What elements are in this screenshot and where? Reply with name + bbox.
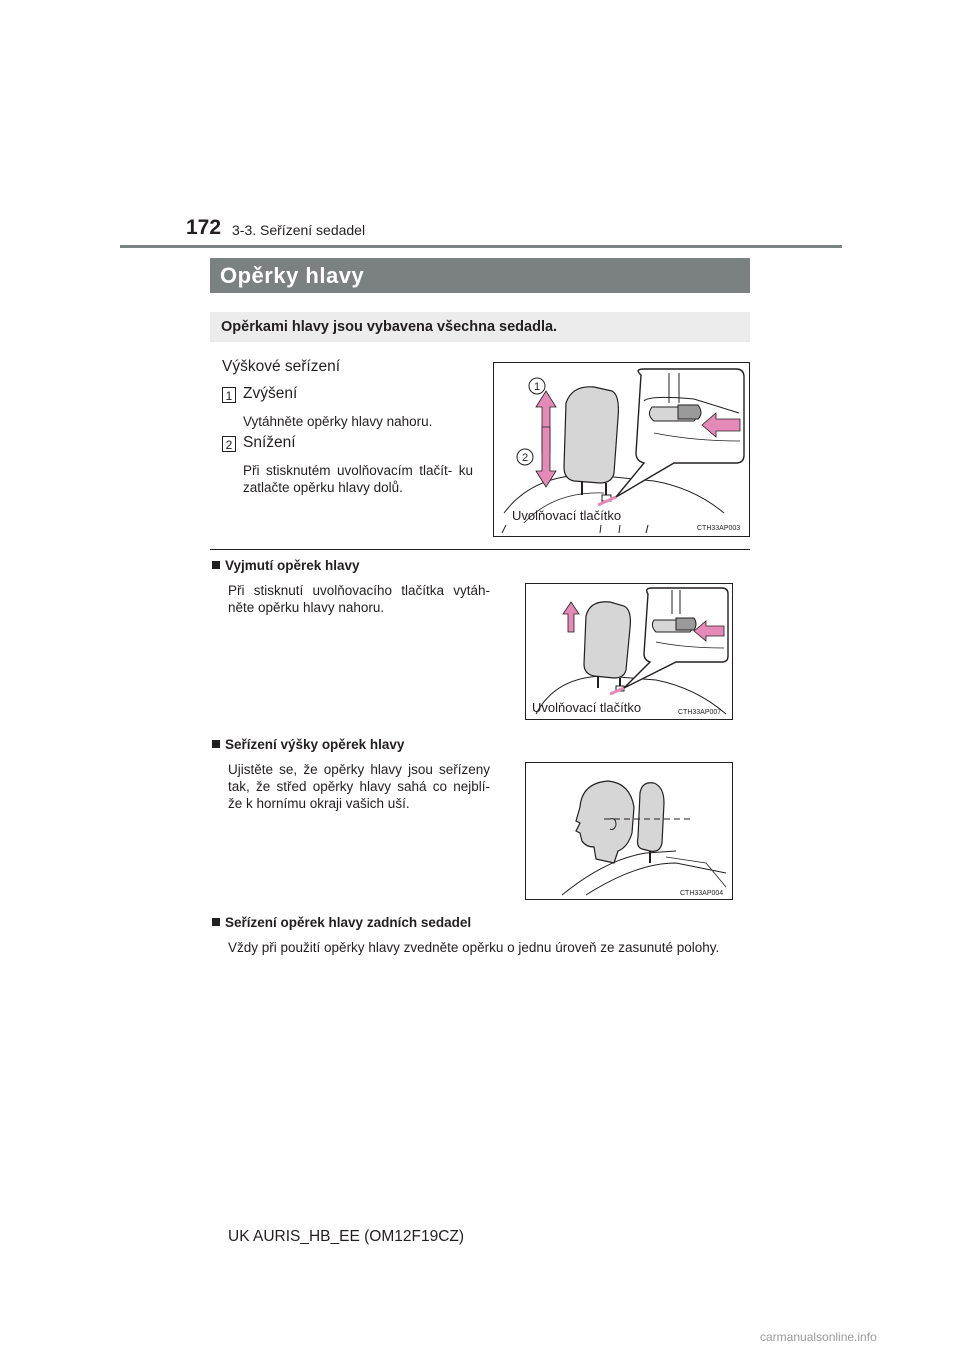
page-title: Opěrky hlavy [210,258,750,293]
headrest-position-illustration [526,763,732,899]
header-divider [120,245,842,248]
rear-text: Vždy při použití opěrky hlavy zvedněte opěrku o jednu úroveň ze zasunuté polohy. [228,940,720,955]
height-heading-text: Seřízení výšky opěrek hlavy [225,737,405,752]
figure-headrest-removal [525,583,733,720]
watermark: carmanualsonline.info [760,1330,877,1344]
height-text: Ujistěte se, že opěrky hlavy jsou seřízeny tak, že střed opěrky hlavy sahá co nejblí- že k hornímu okraji vašich uší. [228,762,490,811]
figure-label-release-button: Uvolňovací tlačítko [512,508,622,523]
callout-2: 2 [521,452,529,464]
footer-model-code: UK AURIS_HB_EE (OM12F19CZ) [228,1228,465,1245]
height-heading [212,737,404,752]
removal-heading-text: Vyjmutí opěrek hlavy [225,558,360,573]
step-number-2: 2 [222,436,236,452]
figure-headrest-position [525,762,733,900]
figure-label-release-button: Uvolňovací tlačítko [532,700,642,715]
rear-heading-text: Seřízení opěrek hlavy zadních sedadel [225,915,472,930]
page-number: 172 [186,216,222,239]
removal-text: Při stisknutí uvolňovacího tlačítka vytáh- něte opěrku hlavy nahoru. [228,583,490,615]
headrest-removal-illustration [526,584,732,719]
section-divider [210,549,750,550]
step-desc-lower: Při stisknutém uvolňovacím tlačít- ku zatlačte opěrku hlavy dolů. [243,463,473,495]
step-desc-raise: Vytáhněte opěrky hlavy nahoru. [243,414,433,429]
figure-headrest-height [493,362,750,537]
callout-1: 1 [533,381,541,393]
removal-heading [212,558,360,573]
height-adjust-heading: Výškové seřízení [222,358,341,375]
rear-heading [212,915,471,930]
section-title: 3-3. Seřízení sedadel [232,222,366,238]
step-label-raise: Zvýšení [243,385,298,402]
figure-code: CTH33AP004 [680,890,724,897]
figure-code: CTH33AP007 [678,709,722,716]
bullet-square-icon [212,561,220,569]
bullet-square-icon [212,918,220,926]
bullet-square-icon [212,740,220,748]
figure-code: CTH33AP003 [697,525,741,532]
step-label-lower: Snížení [243,434,296,451]
step-number-1: 1 [222,387,236,403]
intro-banner: Opěrkami hlavy jsou vybavena všechna sedadla. [210,312,750,342]
